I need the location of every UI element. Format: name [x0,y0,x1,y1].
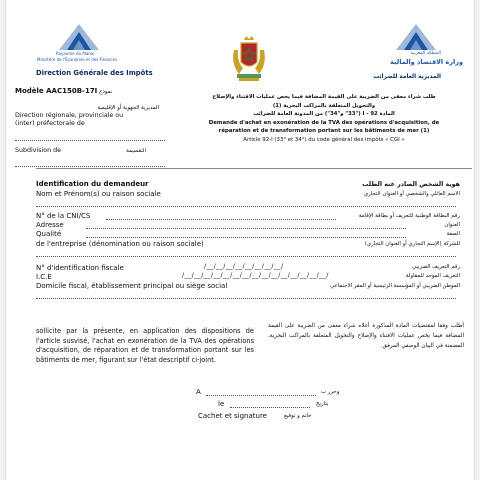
ice-field[interactable]: /__/__/__/__/__/__/__/__/__/__/__/__/__/__/__/ [182,272,329,279]
address-field[interactable] [86,228,406,229]
if-label-ar: رقم التعريف الضريبي [411,264,460,270]
dgi-logo-right-icon [396,20,436,50]
model-number: Modèle AAC150B-17I [15,87,98,95]
place-field[interactable] [206,395,316,396]
date-field[interactable] [230,407,310,408]
company-field[interactable] [36,256,456,257]
right-logo-caption: المملكة المغربية [410,51,441,56]
direction-field[interactable] [15,140,165,141]
cni-label: N° de la CNI/CS [36,212,91,220]
direction-label-fr-1: Direction régionale, provinciale ou [15,112,124,119]
signature-label: Cachet et signature [198,412,267,420]
company-label-ar: للشركة (الإسم التجاري أو العنوان التجاري) [364,241,460,247]
address-label: Adresse [36,221,64,229]
cni-field[interactable] [106,219,336,220]
model-label-ar: نموذج [99,89,113,95]
name-field[interactable] [36,206,456,207]
name-label-ar: الاسم العائلي والشخصي أو العنوان التجاري [363,191,460,197]
address-label-ar: العنوان [444,222,460,228]
quality-field[interactable] [86,237,406,238]
name-label: Nom et Prénom(s) ou raison sociale [36,190,161,198]
quality-label: Qualité [36,230,62,238]
if-label: N° d'identification fiscale [36,264,124,272]
title-fr-1: Demande d'achat en exonération de la TVA des opérations d'acquisition, de [208,119,440,126]
dgi-logo-left [14,20,153,82]
date-label-ar: بتاريخ [316,401,329,407]
royal-emblem-icon [231,36,267,82]
request-text-ar: أطلب وفقا لمقتضيات المادة المذكورة أعلاه شراء معفى من الضريبة على القيمة المضافة فيما يخص عمليات الاقتناء والإصلاح والتحويل المتعلقة بالمراكب البحرية، المضمنة في البيان الوصفي المرفق. [268,323,464,349]
subdivision-label-fr: Subdivision de [15,147,61,154]
domicile-label: Domicile fiscal, établissement principal ou siège social [36,282,228,290]
title-ar-2: والتحويل المتعلقة بالمراكب البحرية (1) [272,102,376,109]
place-label: A [196,388,201,396]
title-ar-1: طلب شراء معفى من الضريبة على القيمة المضافة فيما يخص عمليات الاقتناء والإصلاح [212,94,436,100]
domicile-label-ar: الموطن الضريبي أو المؤسسة الرئيسية أو المقر الاجتماعي [330,283,460,289]
form-page [6,0,474,480]
title-fr-3: Article 92-I (33° et 34°) du code général des impôts « CGI » [243,136,405,143]
title-fr-2: réparation et de transformation portant sur les bâtiments de mer (1) [218,128,430,135]
signature-label-ar: خاتم و توقيع [284,413,312,419]
direction-label-ar: المديرية الجهوية أو الإقليمية [97,105,159,111]
place-label-ar: وحرر ب [321,389,340,395]
dgi-logo-left-icon [59,20,99,50]
right-direction-title: المديرية العامة للضرائب [373,74,441,80]
company-label: de l'entreprise (dénomination ou raison sociale) [36,240,204,248]
identification-heading-ar: هوية الشخص الصادر عنه الطلب [362,181,460,188]
identification-heading: Identification du demandeur [36,180,149,188]
left-logo-sub: Ministère de l'Économie et des Finances [37,57,118,62]
left-direction-title: Direction Générale des Impôts [36,69,153,77]
quality-label-ar: الصفة [446,231,460,237]
if-field[interactable]: /__/__/__/__/__/__/__/__/ [204,263,284,270]
title-ar-3: المادة 92 - I ("33" و"34") من المدونة العامة للضرائب [253,111,395,118]
subdivision-field[interactable] [15,166,165,167]
ice-label-ar: التعريف الموحد للمقاولة [405,273,460,279]
right-ministry: وزارة الاقتصاد والمالية [390,58,463,66]
date-label: le [218,400,225,408]
section-divider [36,168,472,169]
left-logo-caption: Royaume du Maroc [56,51,95,56]
dgi-logo-right [361,20,471,90]
subdivision-label-ar: التقسيمة [126,148,146,154]
request-text-fr: sollicite par la présente, en application des dispositions de l'article susvisé, l'achat en exonération de la TVA des opérations d'acquisition, de réparation et de transformation portant sur les bâtiments de mer, figurant sur l'état descriptif ci-joint. [36,327,254,364]
form-title [176,93,472,145]
direction-label-fr-2: (inter) préfectorale de [15,120,85,127]
domicile-field[interactable] [36,298,456,299]
signature-area[interactable] [186,425,346,465]
cni-label-ar: رقم البطاقة الوطنية للتعريف أو بطاقة الإقامة [358,213,460,219]
ice-label: I.C.E [36,273,52,281]
